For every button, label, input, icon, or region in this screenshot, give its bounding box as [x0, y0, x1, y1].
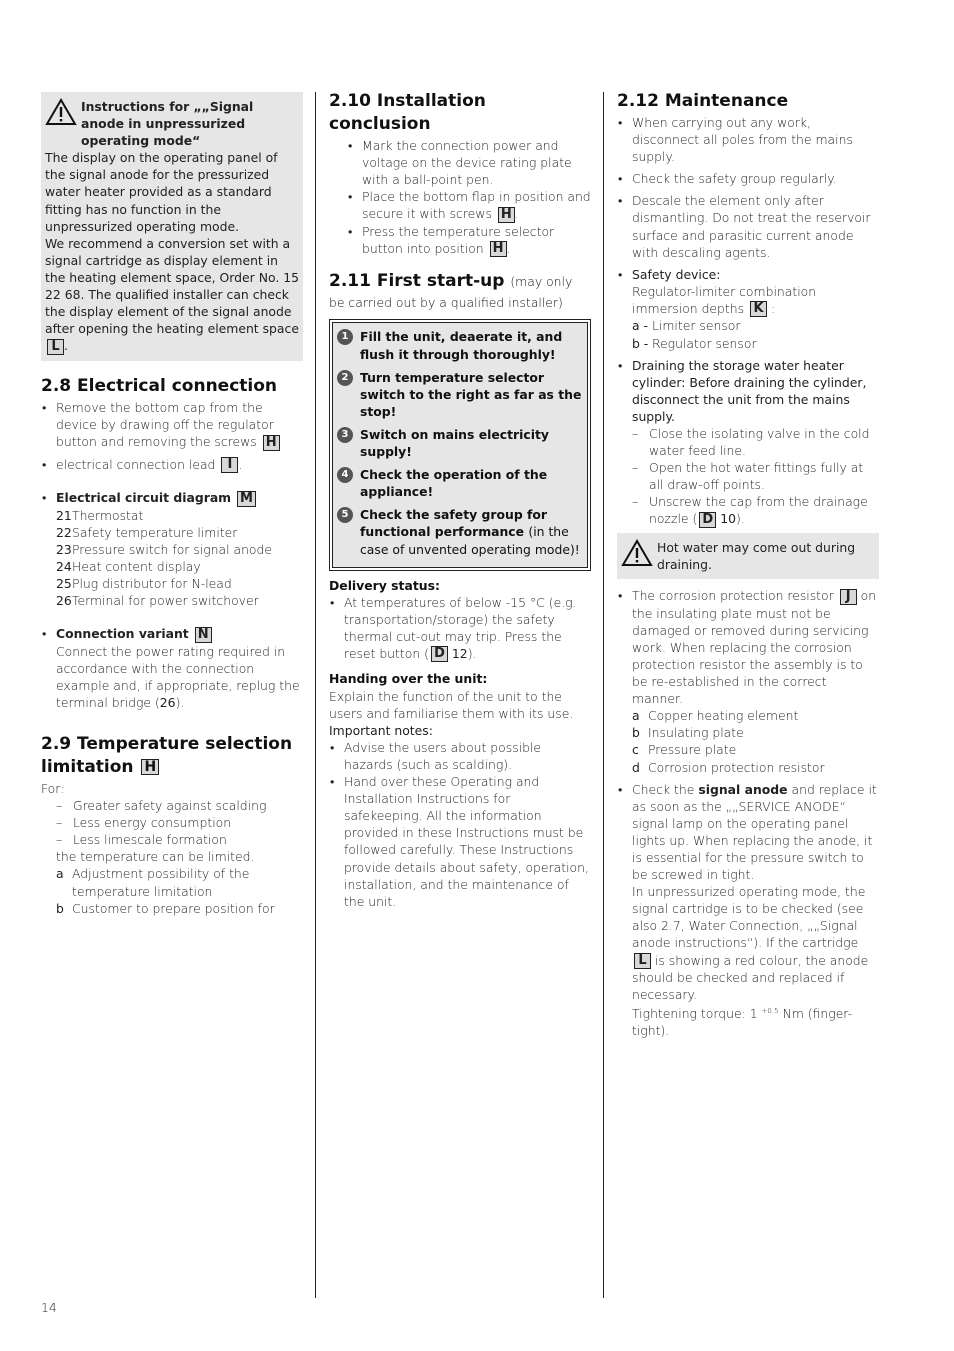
list-item: b - Regulator sensor [632, 335, 757, 351]
ref-box-N: N [195, 627, 212, 643]
ref-box-H: H [263, 435, 280, 451]
list-item: – Less energy consumption [56, 814, 303, 831]
list-item: c Pressure plate [632, 742, 737, 758]
column-1 [41, 90, 303, 917]
list-item: • At temperatures of below -15 °C (e.g. transportation/storage) the safety thermal cut-out may trip. Press the reset button ( D 12). [329, 594, 591, 663]
list-item: • Place the bottom flap in position and secure it with screws H . [347, 188, 591, 223]
list-item: • The corrosion protection resistor J on the insulating plate must not be damaged or removed during servicing work. When replacing the corrosion protection resistor the assembly is to be re-established in the correct manner. a Copper heating element b Insulating plate c Pressure plate d Corrosion protection resistor [617, 587, 879, 775]
delivery-status-heading: Delivery status: [329, 577, 440, 593]
section-2-11-title: 2.11 First start-up (may only be carried out by a qualified installer) [329, 271, 573, 311]
list-item: 23 Pressure switch for signal anode [56, 541, 272, 557]
electrical-connection-list [41, 399, 303, 711]
hot-water-warning-box [617, 533, 879, 579]
for-label: For: [41, 780, 65, 796]
step-number-badge: 5 [337, 507, 353, 523]
list-item: • electrical connection lead I . [41, 456, 303, 474]
list-item: • When carrying out any work, disconnect all poles from the mains supply. [617, 114, 879, 165]
section-2-12-title: 2.12 Maintenance [617, 91, 789, 111]
section-2-9-title: 2.9 Temperature selection limitation H [41, 733, 293, 777]
startup-step: 2 Turn temperature selector switch to the right as far as the stop! [337, 369, 583, 420]
step-number-badge: 4 [337, 467, 353, 483]
important-notes-label: Important notes: [329, 722, 433, 738]
column-divider-2 [603, 92, 604, 1298]
startup-step: 3 Switch on mains electricity supply! [337, 426, 583, 460]
step-number-badge: 3 [337, 427, 353, 443]
warning-title: Instructions for „„Signal anode in unpressurized operating mode“ [81, 99, 254, 149]
list-item: – Unscrew the cap from the drainage nozzle ( D 10). [632, 493, 879, 528]
list-item: 21 Thermostat [56, 507, 144, 523]
maintenance-list-2 [617, 587, 879, 1039]
list-item: – Greater safety against scalding [56, 797, 303, 814]
list-item: 26 Terminal for power switchover [56, 592, 259, 608]
list-item: • Check the safety group regularly. [617, 170, 879, 187]
list-item: • Connection variant N Connect the power rating required in accordance with the connection example and, if appropriate, replug the terminal bridge (26). [41, 625, 303, 711]
list-item: • Press the temperature selector button into position H . [347, 223, 591, 258]
list-item: • Descale the element only after dismantling. Do not treat the reservoir surface and parasitic current anode with descaling agents. [617, 192, 879, 260]
ref-box-H: H [490, 241, 507, 257]
list-item: • Hand over these Operating and Installation Instructions for safekeeping. All the information provided in these Instructions must be followed carefully. These Instructions provide details about safety, operation, installation, and the maintenance of the unit. [329, 773, 591, 910]
list-item: a Adjustment possibility of the temperature limitation [56, 866, 250, 899]
list-item: 25 Plug distributor for N-lead [56, 575, 232, 591]
list-item: 24 Heat content display [56, 558, 201, 574]
startup-step: 5 Check the safety group for functional performance (in the case of unvented operating mode)! [337, 506, 583, 557]
column-divider-1 [315, 92, 316, 1298]
list-item: • Mark the connection power and voltage on the device rating plate with a ball-point pen. [347, 137, 591, 188]
column-3 [617, 90, 879, 1045]
list-item: • Safety device: Regulator-limiter combination immersion depths K : a - Limiter sensor b - Regulator sensor [617, 266, 879, 352]
list-item: – Less limescale formation [56, 831, 303, 848]
temperature-benefits-list [41, 797, 303, 848]
startup-step: 4 Check the operation of the appliance! [337, 466, 583, 500]
maintenance-list [617, 114, 879, 528]
list-item: • Electrical circuit diagram M 21 Thermostat 22 Safety temperature limiter 23 Pressure switch for signal anode 24 Heat content display 25 Plug distributor for N-lead 26 Terminal for power switchover [41, 489, 303, 609]
ref-box-M: M [237, 491, 256, 507]
warning-triangle-icon [621, 539, 653, 573]
warning-paragraph-1: The display on the operating panel of the signal anode for the pressurized water heater provided as a standard fitting has no function in the unpressurized operating mode. [45, 150, 278, 234]
temperature-items-list [41, 865, 303, 916]
list-item: a Copper heating element [632, 708, 799, 724]
ref-box-I: I [221, 457, 238, 473]
ref-box-K: K [750, 301, 767, 317]
handing-over-text: Explain the function of the unit to the users and familiarise them with its use. [329, 688, 574, 721]
warning-paragraph-2: We recommend a conversion set with a signal cartridge as display element in the heating element space, Order No. 15 22 68. The qualified installer can check the display element of the signal anode after opening the heating element space L . [45, 235, 299, 354]
list-item: – Open the hot water fittings fully at all draw-off points. [632, 459, 879, 493]
list-item: • Advise the users about possible hazards (such as scalding). [329, 739, 591, 773]
list-item: – Close the isolating valve in the cold water feed line. [632, 425, 879, 459]
page-number: 14 [41, 1300, 57, 1315]
ref-box-J: J [840, 589, 857, 605]
list-item: • Check the signal anode and replace it as soon as the „„SERVICE ANODE“ signal lamp on the operating panel lights up. When replacing the anode, it is essential for the pressure switch to be screwed in tight. In unpressurized operating mode, the signal cartridge is to be checked (see also 2.7, Water Connection, „„Signal anode instructions“). If the cartridge L is showing a red colour, the anode should be checked and replaced if necessary. Tightening torque: 1 $^{+0.5}$ Nm (finger-tight). [617, 781, 879, 1040]
step-number-badge: 2 [337, 370, 353, 386]
draining-steps-list [632, 425, 879, 493]
list-item: b Insulating plate [632, 725, 744, 741]
ref-box-L: L [47, 339, 64, 355]
temperature-limited-text: the temperature can be limited. [56, 849, 255, 865]
list-item: • Remove the bottom cap from the device by drawing off the regulator button and removing the screws H [41, 399, 303, 451]
section-2-8-title: 2.8 Electrical connection [41, 375, 278, 396]
ref-box-H: H [141, 759, 159, 775]
handing-over-list [329, 739, 591, 910]
ref-box-D: D [431, 646, 448, 662]
list-item: b Customer to prepare position for [56, 900, 275, 916]
safety-device-items [632, 317, 879, 351]
list-item: • Draining the storage water heater cylinder: Before draining the cylinder, disconnect the unit from the mains supply. – Close the isolating valve in the cold water feed line. – Open the hot water fittings fully at all draw-off points. – Unscrew the cap from the drainage nozzle ( D 10). [617, 357, 879, 528]
installation-conclusion-list [329, 137, 591, 257]
ref-box-H: H [498, 207, 515, 223]
startup-steps-box [329, 319, 591, 570]
warning-triangle-icon [45, 98, 77, 149]
delivery-status-list [329, 594, 591, 663]
handing-over-heading: Handing over the unit: [329, 671, 488, 687]
step-number-badge: 1 [337, 329, 353, 345]
hot-water-warning-text: Hot water may come out during draining. [657, 539, 856, 573]
corrosion-items [632, 707, 879, 775]
list-item: 22 Safety temperature limiter [56, 524, 238, 540]
list-item: a - Limiter sensor [632, 318, 741, 334]
column-2 [329, 90, 591, 910]
section-2-10-title: 2.10 Installation conclusion [329, 91, 486, 134]
ref-box-D: D [699, 512, 716, 528]
list-item: d Corrosion protection resistor [632, 759, 825, 775]
circuit-diagram-list [56, 507, 303, 610]
signal-anode-warning-box [41, 92, 303, 361]
startup-step: 1 Fill the unit, deaerate it, and flush it through thoroughly! [337, 328, 583, 362]
ref-box-L: L [634, 953, 651, 969]
